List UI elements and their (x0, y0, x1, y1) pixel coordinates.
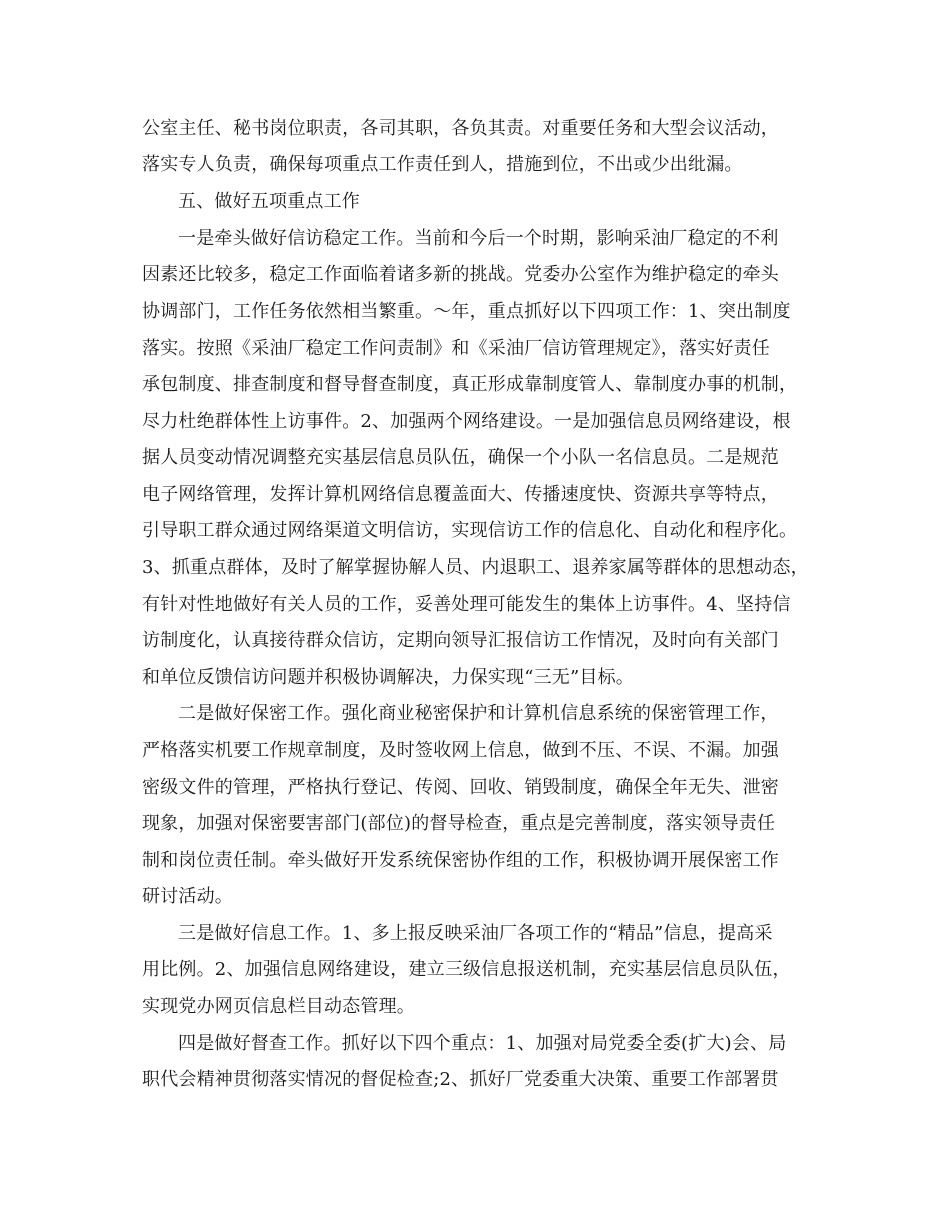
text-line: 公室主任、秘书岗位职责，各司其职，各负其责。对重要任务和大型会议活动， (142, 118, 779, 139)
text-line: 有针对性地做好有关人员的工作，妥善处理可能发生的集体上访事件。4、坚持信 (142, 594, 791, 615)
text-line: 实现党办网页信息栏目动态管理。 (142, 996, 415, 1017)
text-line: 制和岗位责任制。牵头做好开发系统保密协作组的工作，积极协调开展保密工作 (142, 850, 779, 871)
text-line: 引导职工群众通过网络渠道文明信访，实现信访工作的信息化、自动化和程序化。 (142, 520, 798, 541)
text-line: 和单位反馈信访问题并积极协调解决，力保实现“三无”目标。 (142, 667, 635, 688)
paragraph-first-line: 一是牵头做好信访稳定工作。当前和今后一个时期，影响采油厂稳定的不利 (178, 228, 779, 249)
text-line: 现象，加强对保密要害部门(部位)的督导检查，重点是完善制度，落实领导责任 (142, 813, 776, 834)
text-line: 电子网络管理，发挥计算机网络信息覆盖面大、传播速度快、资源共享等特点， (142, 484, 779, 505)
text-line: 协调部门，工作任务依然相当繁重。～年，重点抓好以下四项工作：1、突出制度 (142, 301, 791, 322)
paragraph-first-line: 四是做好督查工作。抓好以下四个重点：1、加强对局党委全委(扩大)会、局 (178, 1033, 787, 1054)
text-line: 落实。按照《采油厂稳定工作问责制》和《采油厂信访管理规定》，落实好责任 (142, 338, 770, 359)
section-heading: 五、做好五项重点工作 (178, 191, 360, 212)
text-line: 据人员变动情况调整充实基层信息员队伍，确保一个小队一名信息员。二是规范 (142, 447, 779, 468)
text-line: 访制度化，认真接待群众信访，定期向领导汇报信访工作情况，及时向有关部门 (142, 630, 779, 651)
paragraph-first-line: 三是做好信息工作。1、多上报反映采油厂各项工作的“精品”信息，提高采 (178, 923, 773, 944)
text-line: 研讨活动。 (142, 886, 233, 907)
paragraph-first-line: 二是做好保密工作。强化商业秘密保护和计算机信息系统的保密管理工作， (178, 703, 779, 724)
text-line: 用比例。2、加强信息网络建设，建立三级信息报送机制，充实基层信息员队伍， (142, 959, 791, 980)
text-line: 落实专人负责，确保每项重点工作责任到人，措施到位，不出或少出纰漏。 (142, 154, 743, 175)
text-line: 严格落实机要工作规章制度，及时签收网上信息，做到不压、不误、不漏。加强 (142, 740, 779, 761)
text-line: 承包制度、排查制度和督导督查制度，真正形成靠制度管人、靠制度办事的机制， (142, 374, 798, 395)
text-line: 密级文件的管理，严格执行登记、传阅、回收、销毁制度，确保全年无失、泄密 (142, 777, 779, 798)
text-line: 职代会精神贯彻落实情况的督促检查;2、抓好厂党委重大决策、重要工作部署贯 (142, 1069, 779, 1090)
text-line: 3、抓重点群体，及时了解掌握协解人员、内退职工、退养家属等群体的思想动态， (142, 557, 809, 578)
text-line: 因素还比较多，稳定工作面临着诸多新的挑战。党委办公室作为维护稳定的牵头 (142, 264, 779, 285)
text-line: 尽力杜绝群体性上访事件。2、加强两个网络建设。一是加强信息员网络建设，根 (142, 411, 791, 432)
